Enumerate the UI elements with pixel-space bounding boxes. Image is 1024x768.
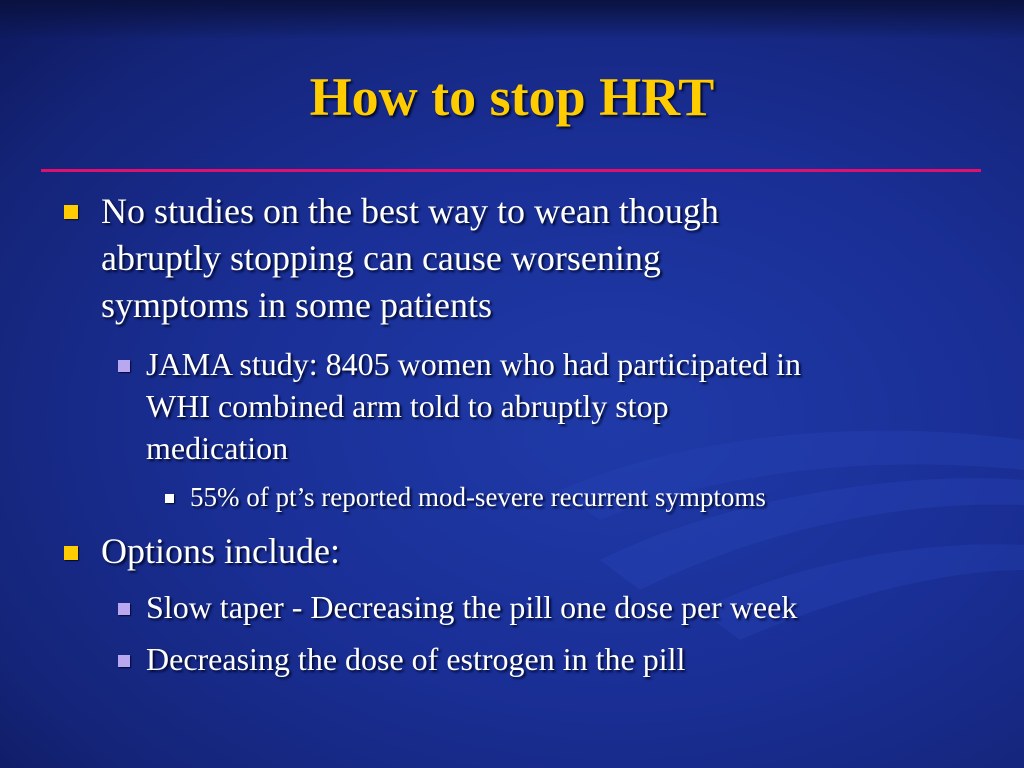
- bullet-text-level2: JAMA study: 8405 women who had participated in WHI combined arm told to abruptly stop medication: [146, 346, 802, 466]
- square-bullet-icon: [118, 655, 130, 667]
- square-bullet-icon: [64, 205, 78, 219]
- bullet-text-level1: No studies on the best way to wean though abruptly stopping can cause worsening symptoms in some patients: [101, 191, 719, 325]
- bullet-text-level1: Options include:: [101, 531, 340, 571]
- slide-title: How to stop HRT: [309, 67, 715, 127]
- bullet-text-level2: Decreasing the dose of estrogen in the pill: [146, 641, 686, 677]
- square-bullet-icon: [64, 546, 78, 560]
- square-bullet-icon: [118, 603, 130, 615]
- square-bullet-icon: [165, 494, 174, 503]
- bullet-text-level3: 55% of pt’s reported mod-severe recurrent symptoms: [190, 482, 766, 512]
- bullet-text-level2: Slow taper - Decreasing the pill one dose per week: [146, 589, 798, 625]
- square-bullet-icon: [118, 360, 130, 372]
